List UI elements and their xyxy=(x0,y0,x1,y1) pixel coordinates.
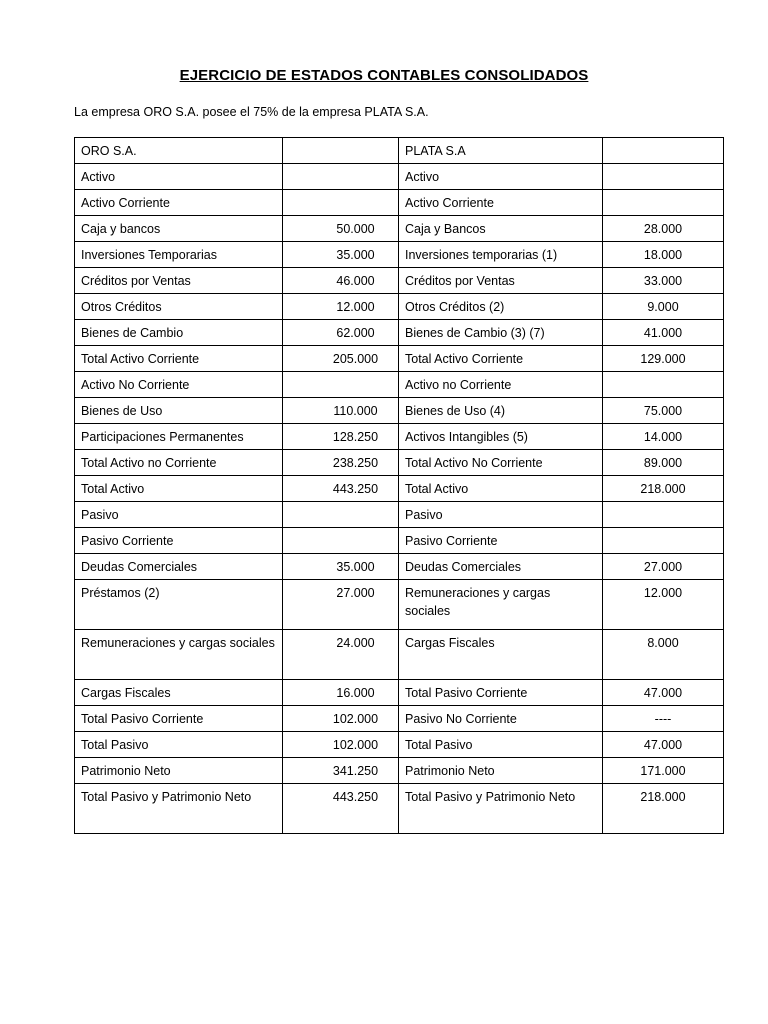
table-row xyxy=(75,372,724,398)
oro-value-cell xyxy=(283,502,399,528)
table-row xyxy=(75,528,724,554)
oro-value-cell xyxy=(283,138,399,164)
oro-label-cell: Activo Corriente xyxy=(75,190,283,216)
table-row xyxy=(75,784,724,834)
table-row xyxy=(75,706,724,732)
plata-value-cell: 218.000 xyxy=(603,476,724,502)
oro-value-cell: 110.000 xyxy=(283,398,399,424)
oro-value-cell xyxy=(283,164,399,190)
oro-label-cell: Total Pasivo y Patrimonio Neto xyxy=(75,784,283,834)
plata-value-cell xyxy=(603,138,724,164)
table-row xyxy=(75,630,724,680)
oro-label-cell: Inversiones Temporarias xyxy=(75,242,283,268)
oro-label-cell: Cargas Fiscales xyxy=(75,680,283,706)
plata-value-cell xyxy=(603,372,724,398)
plata-value-cell: 75.000 xyxy=(603,398,724,424)
plata-value-cell: 171.000 xyxy=(603,758,724,784)
plata-value-cell: ---- xyxy=(603,706,724,732)
plata-value-cell xyxy=(603,190,724,216)
table-row xyxy=(75,346,724,372)
oro-label-cell: Total Pasivo Corriente xyxy=(75,706,283,732)
table-row xyxy=(75,138,724,164)
balance-sheet-table xyxy=(74,137,724,834)
table-row xyxy=(75,320,724,346)
plata-label-cell: Activo Corriente xyxy=(399,190,603,216)
table-row xyxy=(75,424,724,450)
plata-label-cell: Total Pasivo xyxy=(399,732,603,758)
oro-label-cell: Bienes de Cambio xyxy=(75,320,283,346)
table-row xyxy=(75,216,724,242)
plata-value-cell: 8.000 xyxy=(603,630,724,680)
plata-label-cell: Activo xyxy=(399,164,603,190)
document-title: EJERCICIO DE ESTADOS CONTABLES CONSOLIDADOS xyxy=(179,67,589,84)
plata-label-cell: Caja y Bancos xyxy=(399,216,603,242)
plata-label-cell: Pasivo Corriente xyxy=(399,528,603,554)
oro-label-cell: Total Activo no Corriente xyxy=(75,450,283,476)
table-row xyxy=(75,450,724,476)
table-row xyxy=(75,242,724,268)
table-row xyxy=(75,268,724,294)
oro-value-cell: 205.000 xyxy=(283,346,399,372)
oro-label-cell: Pasivo xyxy=(75,502,283,528)
plata-label-cell: Activo no Corriente xyxy=(399,372,603,398)
table-row xyxy=(75,164,724,190)
plata-value-cell xyxy=(603,502,724,528)
plata-label-cell: Cargas Fiscales xyxy=(399,630,603,680)
plata-label-cell: Activos Intangibles (5) xyxy=(399,424,603,450)
table-row xyxy=(75,732,724,758)
oro-value-cell: 443.250 xyxy=(283,784,399,834)
oro-label-cell: Remuneraciones y cargas sociales xyxy=(75,630,283,680)
oro-value-cell: 341.250 xyxy=(283,758,399,784)
table-row xyxy=(75,580,724,630)
oro-value-cell: 24.000 xyxy=(283,630,399,680)
oro-value-cell xyxy=(283,528,399,554)
oro-label-cell: Activo No Corriente xyxy=(75,372,283,398)
oro-label-cell: Créditos por Ventas xyxy=(75,268,283,294)
table-row xyxy=(75,758,724,784)
plata-value-cell: 14.000 xyxy=(603,424,724,450)
plata-value-cell: 9.000 xyxy=(603,294,724,320)
oro-label-cell: Total Activo xyxy=(75,476,283,502)
oro-value-cell: 46.000 xyxy=(283,268,399,294)
plata-value-cell: 47.000 xyxy=(603,680,724,706)
oro-value-cell: 35.000 xyxy=(283,554,399,580)
plata-label-cell: Bienes de Cambio (3) (7) xyxy=(399,320,603,346)
oro-label-cell: ORO S.A. xyxy=(75,138,283,164)
oro-value-cell: 443.250 xyxy=(283,476,399,502)
plata-label-cell: Inversiones temporarias (1) xyxy=(399,242,603,268)
table-row xyxy=(75,294,724,320)
plata-label-cell: Remuneraciones y cargas sociales xyxy=(399,580,603,630)
oro-label-cell: Total Activo Corriente xyxy=(75,346,283,372)
oro-value-cell: 102.000 xyxy=(283,706,399,732)
oro-value-cell: 102.000 xyxy=(283,732,399,758)
table-row xyxy=(75,398,724,424)
oro-value-cell: 16.000 xyxy=(283,680,399,706)
oro-label-cell: Activo xyxy=(75,164,283,190)
oro-value-cell: 62.000 xyxy=(283,320,399,346)
plata-value-cell xyxy=(603,528,724,554)
oro-value-cell: 50.000 xyxy=(283,216,399,242)
plata-label-cell: Bienes de Uso (4) xyxy=(399,398,603,424)
oro-value-cell: 12.000 xyxy=(283,294,399,320)
plata-label-cell: Pasivo xyxy=(399,502,603,528)
plata-label-cell: Total Activo xyxy=(399,476,603,502)
plata-label-cell: Créditos por Ventas xyxy=(399,268,603,294)
oro-label-cell: Bienes de Uso xyxy=(75,398,283,424)
plata-label-cell: Deudas Comerciales xyxy=(399,554,603,580)
plata-value-cell: 28.000 xyxy=(603,216,724,242)
plata-label-cell: Total Pasivo Corriente xyxy=(399,680,603,706)
oro-value-cell: 238.250 xyxy=(283,450,399,476)
plata-label-cell: Patrimonio Neto xyxy=(399,758,603,784)
plata-value-cell: 89.000 xyxy=(603,450,724,476)
table-row xyxy=(75,190,724,216)
oro-label-cell: Pasivo Corriente xyxy=(75,528,283,554)
plata-value-cell: 27.000 xyxy=(603,554,724,580)
plata-value-cell: 47.000 xyxy=(603,732,724,758)
oro-value-cell: 35.000 xyxy=(283,242,399,268)
plata-value-cell xyxy=(603,164,724,190)
oro-label-cell: Participaciones Permanentes xyxy=(75,424,283,450)
oro-value-cell xyxy=(283,190,399,216)
oro-label-cell: Caja y bancos xyxy=(75,216,283,242)
table-row xyxy=(75,502,724,528)
oro-label-cell: Préstamos (2) xyxy=(75,580,283,630)
table-row xyxy=(75,554,724,580)
plata-value-cell: 129.000 xyxy=(603,346,724,372)
oro-label-cell: Deudas Comerciales xyxy=(75,554,283,580)
plata-value-cell: 33.000 xyxy=(603,268,724,294)
table-row xyxy=(75,680,724,706)
plata-label-cell: Otros Créditos (2) xyxy=(399,294,603,320)
plata-value-cell: 218.000 xyxy=(603,784,724,834)
oro-label-cell: Patrimonio Neto xyxy=(75,758,283,784)
plata-label-cell: PLATA S.A xyxy=(399,138,603,164)
oro-value-cell: 128.250 xyxy=(283,424,399,450)
document-intro: La empresa ORO S.A. posee el 75% de la empresa PLATA S.A. xyxy=(74,105,429,119)
plata-value-cell: 18.000 xyxy=(603,242,724,268)
oro-value-cell xyxy=(283,372,399,398)
plata-label-cell: Pasivo No Corriente xyxy=(399,706,603,732)
plata-label-cell: Total Pasivo y Patrimonio Neto xyxy=(399,784,603,834)
plata-value-cell: 12.000 xyxy=(603,580,724,630)
table-row xyxy=(75,476,724,502)
plata-label-cell: Total Activo No Corriente xyxy=(399,450,603,476)
oro-label-cell: Otros Créditos xyxy=(75,294,283,320)
plata-value-cell: 41.000 xyxy=(603,320,724,346)
oro-value-cell: 27.000 xyxy=(283,580,399,630)
oro-label-cell: Total Pasivo xyxy=(75,732,283,758)
plata-label-cell: Total Activo Corriente xyxy=(399,346,603,372)
